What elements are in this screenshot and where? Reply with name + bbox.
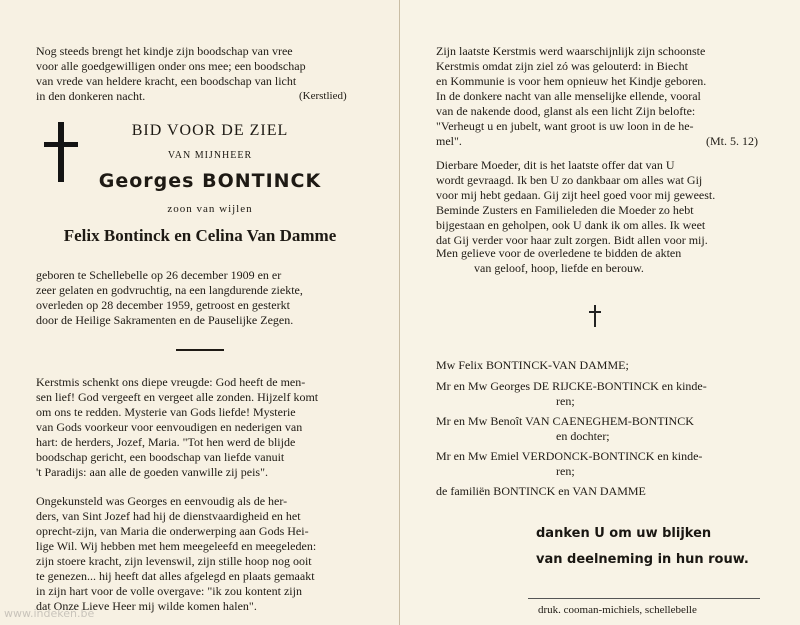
paragraph-line: van Gods voorkeur voor eenvoudigen en nederigen van: [36, 420, 303, 434]
paragraph-line: bijgestaan en geholpen, ook U dank ik om alles. Ik weet: [436, 218, 706, 232]
family-line: Mr en Mw Benoît VAN CAENEGHEM-BONTINCK: [436, 414, 694, 428]
scripture-reference: (Mt. 5. 12): [706, 134, 758, 148]
family-line: ren;: [556, 464, 575, 478]
paragraph-line: voor mij hebt gedaan. Gij zijt heel goed voor mij geweest.: [436, 188, 716, 202]
paragraph-georges: [36, 494, 368, 614]
son-of: zoon van wijlen: [167, 203, 253, 215]
paragraph-line: lige Wil. Wij hebben met hem meegeleefd en meegeleden:: [36, 539, 317, 553]
deceased-name: [80, 170, 340, 192]
paragraph-line: Ongekunsteld was Georges en eenvoudig als de her-: [36, 494, 288, 508]
paragraph-line: "Verheugt u en jubelt, want groot is uw loon in de he-: [436, 119, 694, 133]
family-line: Mr en Mw Georges DE RIJCKE-BONTINCK en kinde-: [436, 379, 707, 393]
paragraph-line: sen lief! God vergeeft en vergeet alle zonden. Hijzelf komt: [36, 390, 319, 404]
family-line: en dochter;: [556, 429, 610, 443]
intro-poem-line: voor alle goedgewilligen onder ons mee; een boodschap: [36, 59, 306, 73]
printer-credit: druk. cooman-michiels, schellebelle: [538, 604, 697, 616]
deceased-first-name: Georges: [98, 170, 195, 192]
paragraph-line: Kerstmis omdat zijn ziel zó was gelouterd: in Biecht: [436, 59, 688, 73]
paragraph-line: zijn stoere kracht, zijn levenswil, zijn stille hoop nog ooit: [36, 554, 312, 568]
intro-poem-line: in den donkeren nacht.: [36, 89, 146, 103]
intro-source: (Kerstlied): [299, 90, 347, 102]
paragraph-line: oprecht-zijn, van Maria die onderwerping aan Gods Hei-: [36, 524, 309, 538]
family-entry: [436, 449, 766, 479]
paragraph-line: In de donkere nacht van alle menselijke ellende, vooral: [436, 89, 701, 103]
intro-poem-line: van vrede van heldere kracht, een boodschap van licht: [36, 74, 297, 88]
deceased-last-name: BONTINCK: [202, 170, 322, 192]
paragraph-mother: [436, 158, 766, 248]
paragraph-christmas: [36, 375, 368, 480]
thanks-line: van deelneming in hun rouw.: [536, 552, 749, 567]
paragraph-line: te genezen... hij heeft dat alles afgelegd en plaats gemaakt: [36, 569, 315, 583]
biography-line: door de Heilige Sakramenten en de Pauselijke Zegen.: [36, 313, 294, 327]
family-line: Mw Felix BONTINCK-VAN DAMME;: [436, 358, 629, 372]
paragraph-line: en Kommunie is voor hem opnieuw het Kindje geboren.: [436, 74, 707, 88]
paragraph-line: van de nakende dood, glanst als een licht Zijn belofte:: [436, 104, 696, 118]
acts-line: Men gelieve voor de overledene te bidden de akten: [436, 246, 682, 260]
family-entry: [436, 414, 766, 444]
acts-request: [436, 246, 766, 276]
printer-divider: [528, 598, 760, 599]
biography: [36, 268, 366, 328]
family-list: [436, 358, 766, 499]
watermark: www.indeken.be: [4, 607, 95, 620]
prayer-heading: BID VOOR DE ZIEL: [131, 122, 289, 139]
paragraph-line: hart: de herders, Jozef, Maria. "Tot hen werd de blijde: [36, 435, 296, 449]
right-page: [400, 0, 800, 625]
van-mijnheer: VAN MIJNHEER: [167, 150, 253, 161]
divider: [176, 349, 224, 351]
family-line: Mr en Mw Emiel VERDONCK-BONTINCK en kinde-: [436, 449, 703, 463]
paragraph-line: Kerstmis schenkt ons diepe vreugde: God heeft de men-: [36, 375, 306, 389]
paragraph-line: dat Onze Lieve Heer mij wilde komen halen".: [36, 599, 257, 613]
paragraph-line: ders, van Sint Jozef had hij de dienstvaardigheid en het: [36, 509, 301, 523]
small-cross-icon: [588, 305, 602, 327]
paragraph-line: 't Paradijs: aan alle de goeden vanwille zij peis".: [36, 465, 268, 479]
family-entry: [436, 358, 766, 373]
thanks-line: danken U om uw blijken: [536, 526, 712, 541]
biography-line: geboren te Schellebelle op 26 december 1909 en er: [36, 268, 282, 282]
paragraph-line: mel".: [436, 134, 462, 148]
biography-line: zeer gelaten en godvruchtig, na een langdurende ziekte,: [36, 283, 303, 297]
parents-names: Felix Bontinck en Celina Van Damme: [63, 226, 337, 245]
paragraph-line: Beminde Zusters en Familieleden die Moeder zo hebt: [436, 203, 694, 217]
family-line: ren;: [556, 394, 575, 408]
paragraph-line: in zijn hart voor de volle overgave: "ik zou kontent zijn: [36, 584, 302, 598]
paragraph-line: Zijn laatste Kerstmis werd waarschijnlijk zijn schoonste: [436, 44, 706, 58]
family-entry: [436, 484, 766, 499]
biography-line: overleden op 28 december 1959, getroost en gesterkt: [36, 298, 290, 312]
paragraph-line: dat Gij verder voor haar zult zorgen. Bidt allen voor mij.: [436, 233, 708, 247]
family-line: de familiën BONTINCK en VAN DAMME: [436, 484, 646, 498]
paragraph-line: om ons te redden. Mysterie van Gods liefde! Mysterie: [36, 405, 296, 419]
acts-line: van geloof, hoop, liefde en berouw.: [474, 261, 644, 275]
intro-poem-line: Nog steeds brengt het kindje zijn boodschap van vree: [36, 44, 293, 58]
paragraph-line: boodschap gericht, een boodschap van liefde vanuit: [36, 450, 285, 464]
cross-icon: [44, 122, 78, 182]
paragraph-line: wordt gevraagd. Ik ben U zo dankbaar om alles wat Gij: [436, 173, 703, 187]
family-entry: [436, 379, 766, 409]
paragraph-line: Dierbare Moeder, dit is het laatste offer dat van U: [436, 158, 675, 172]
